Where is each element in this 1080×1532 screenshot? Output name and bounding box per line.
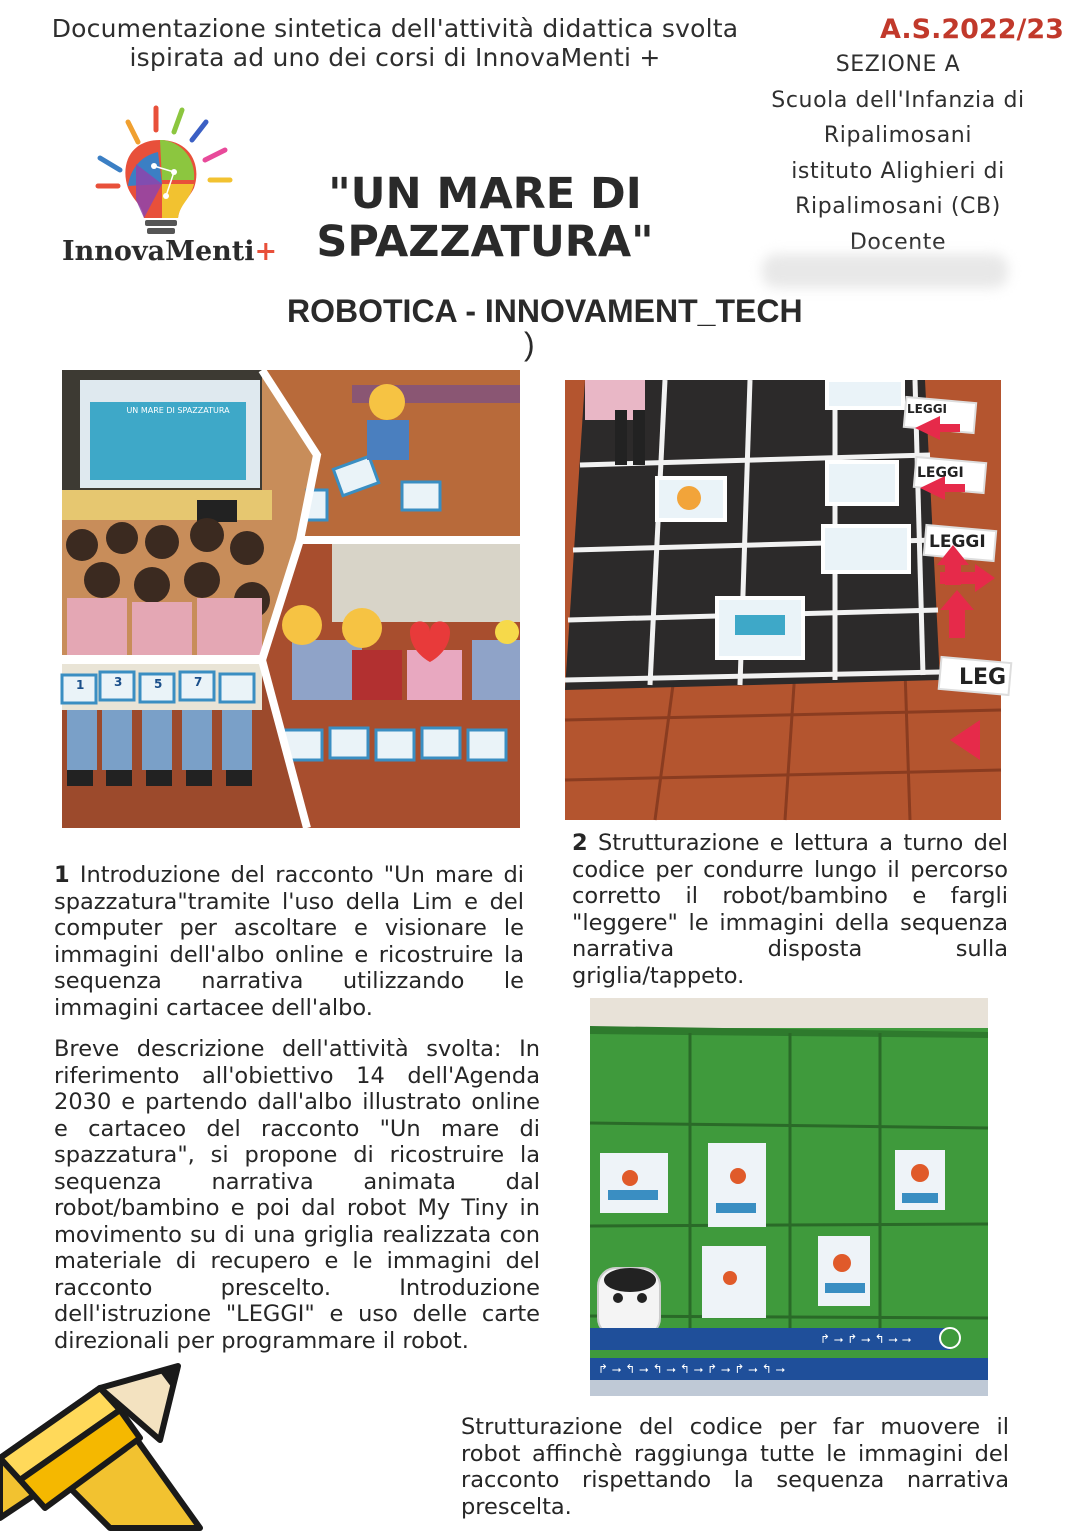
school-info bbox=[750, 47, 1046, 260]
header-line-1: Documentazione sintetica dell'attività didattica svolta bbox=[51, 14, 739, 43]
photo-collage-intro bbox=[62, 370, 520, 828]
number-card-3: 3 bbox=[114, 675, 123, 689]
school-section: SEZIONE A bbox=[835, 52, 961, 77]
caption-2 bbox=[572, 830, 1008, 989]
pencil-decoration bbox=[0, 1358, 200, 1528]
pencil-icon bbox=[0, 1358, 200, 1528]
svg-text:↱ ⭢ ↰ ⭢ ↰ ⭢ ↰ ⭢ ↱ ⭢ ↱ ⭢ ↰ ⭢: ↱ ⭢ ↰ ⭢ ↰ ⭢ ↰ ⭢ ↱ ⭢ ↱ ⭢ ↰ ⭢ bbox=[598, 1362, 786, 1376]
caption-2-text: Strutturazione e lettura a turno del codice per condurre lungo il percorso corretto il robot/bambino e fargli "leggere" le immagini della sequenza narrativa disposta sulla griglia/tappeto. bbox=[572, 830, 1008, 989]
photo-floor-grid bbox=[565, 380, 1007, 820]
caption-2-number: 2 bbox=[572, 830, 588, 856]
title-line-2: SPAZZATURA" bbox=[316, 217, 654, 267]
subtitle-paren: ) bbox=[524, 326, 535, 362]
school-line-3: istituto Alighieri di bbox=[791, 158, 1005, 184]
school-line-4: Ripalimosani (CB) bbox=[795, 194, 1001, 219]
redacted-teacher-name bbox=[762, 254, 1008, 288]
logo-wordmark bbox=[62, 236, 277, 267]
svg-text:↱ ⭢ ↱ ⭢ ↰ ⭢ ⭢: ↱ ⭢ ↱ ⭢ ↰ ⭢ ⭢ bbox=[820, 1332, 912, 1346]
logo-plus: + bbox=[254, 236, 278, 267]
grid-card-leggi-4: LEG bbox=[959, 665, 1007, 690]
school-year: A.S.2022/23 bbox=[880, 14, 1064, 45]
caption-3: Strutturazione del codice per far muovere il robot affinchè raggiunga tutte le immagini del racconto rispettando la sequenza narrativa prescelta. bbox=[461, 1414, 1009, 1520]
school-line-5: Docente bbox=[849, 229, 947, 255]
caption-1-number: 1 bbox=[54, 862, 70, 888]
page-title bbox=[300, 170, 670, 266]
title-line-1: "UN MARE DI bbox=[328, 169, 642, 219]
school-line-2: Ripalimosani bbox=[823, 123, 973, 148]
number-card-5: 5 bbox=[154, 677, 163, 691]
grid-card-leggi-3: LEGGI bbox=[929, 532, 986, 552]
number-card-1: 1 bbox=[76, 678, 85, 692]
header-line-2: ispirata ad uno dei corsi di InnovaMenti + bbox=[129, 43, 661, 72]
number-card-7: 7 bbox=[194, 675, 203, 689]
lim-screen-title: UN MARE DI SPAZZATURA bbox=[126, 406, 230, 415]
activity-description: Breve descrizione dell'attività svolta: In riferimento all'obiettivo 14 dell'Agenda 2030 e partendo dall'albo illustrato online e cartaceo del racconto "Un mare di spazzatura", si propone di ricostruire la sequenza narrativa animata dal robot/bambino e poi dal robot My Tiny in movimento su di una griglia realizzata con materiale di recupero e le immagini del racconto prescelto. Introduzione dell'istruzione "LEGGI" e uso delle carte direzionali per programmare il robot. bbox=[54, 1036, 540, 1354]
subtitle: ROBOTICA - INNOVAMENT_TECH bbox=[287, 293, 803, 329]
grid-card-leggi-2: LEGGI bbox=[917, 465, 964, 481]
logo-text: InnovaMenti bbox=[62, 236, 255, 267]
caption-1 bbox=[54, 862, 524, 1021]
innovamenti-logo bbox=[50, 100, 290, 280]
grid-card-leggi-1: LEGGI bbox=[907, 402, 948, 416]
caption-1-text: Introduzione del racconto "Un mare di spazzatura"tramite l'uso della Lim e del computer per ascoltare e visionare le immagini dell'albo online e ricostruire la sequenza narrativa utilizzando le immagini cartacee dell'albo. bbox=[54, 862, 524, 1021]
photo-green-mat bbox=[590, 998, 988, 1396]
school-line-1: Scuola dell'Infanzia di bbox=[771, 87, 1025, 113]
